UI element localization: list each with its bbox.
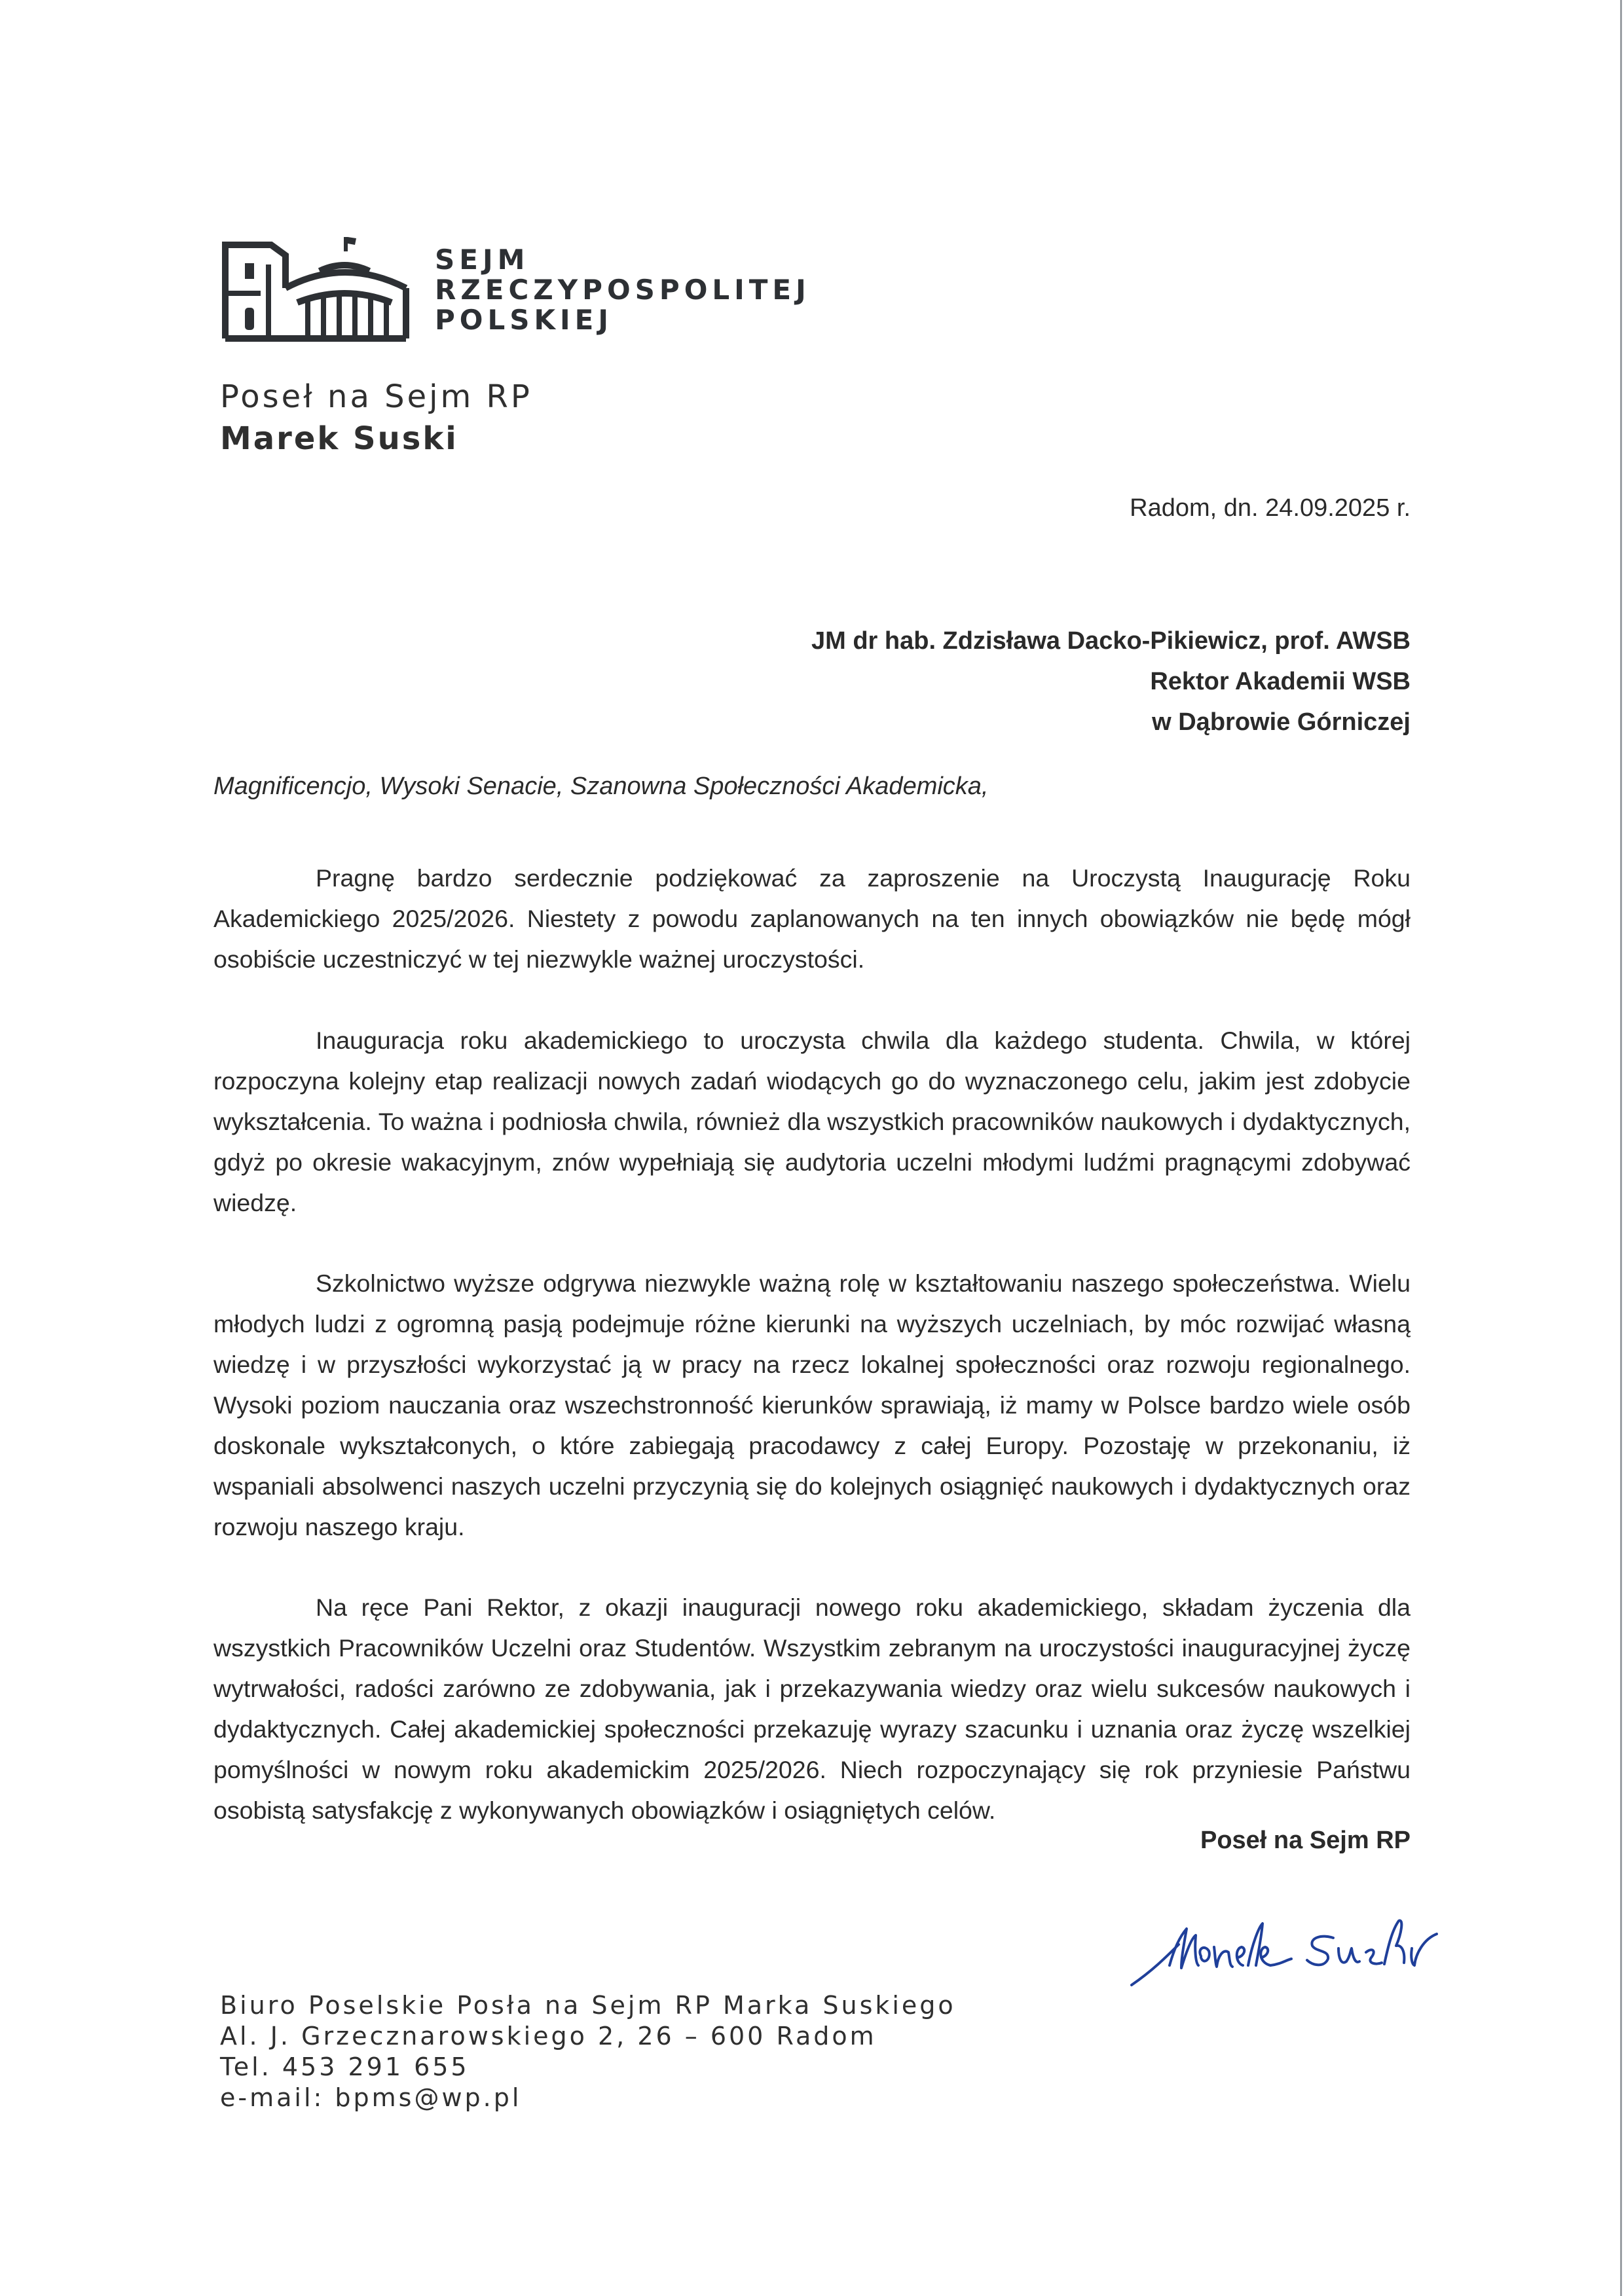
handwritten-signature	[1113, 1905, 1441, 1990]
sender-name: Marek Suski	[220, 420, 458, 457]
sender-role: Poseł na Sejm RP	[220, 378, 532, 415]
paragraph-text: Pragnę bardzo serdecznie podziękować za zaproszenie na Uroczystą Inaugurację Roku Akademickiego 2025/2026. Niestety z powodu zaplanowanych na ten innych obowiązków nie będę mógł osobiście uczestniczyć w tej niezwykle ważnej uroczystości.	[213, 864, 1411, 973]
footer-email: e-mail: bpms@wp.pl	[220, 2083, 522, 2112]
paragraph-1	[213, 858, 1411, 979]
footer-office: Biuro Poselskie Posła na Sejm RP Marka Suskiego	[220, 1991, 956, 2020]
recipient-title: Rektor Akademii WSB	[1150, 668, 1411, 695]
paragraph-text: Inauguracja roku akademickiego to uroczysta chwila dla każdego studenta. Chwila, w której rozpoczyna kolejny etap realizacji nowych zadań wiodących go do wyznaczonego celu, jakim jest zdobycie wykształcenia. To ważna i podniosła chwila, również dla wszystkich pracowników naukowych i dydaktycznych, gdyż po okresie wakacyjnym, znów wypełniają się audytoria uczelni młodymi ludźmi pragnącymi zdobywać wiedzę.	[213, 1027, 1411, 1216]
institution-line-2: RZECZYPOSPOLITEJ	[435, 274, 811, 306]
institution-line-1: SEJM	[435, 244, 530, 276]
sejm-building-icon	[220, 237, 410, 342]
salutation: Magnificencjo, Wysoki Senacie, Szanowna Społeczności Akademicka,	[213, 773, 989, 800]
footer-address: Al. J. Grzecznarowskiego 2, 26 – 600 Radom	[220, 2022, 877, 2050]
paragraph-text: Szkolnictwo wyższe odgrywa niezwykle ważną rolę w kształtowaniu naszego społeczeństwa. Wielu młodych ludzi z ogromną pasją podejmuje różne kierunki na wyższych uczelniach, by móc rozwijać własną wiedzę i w przyszłości wykorzystać ją w pracy na rzecz lokalnej społeczności oraz rozwoju regionalnego. Wysoki poziom nauczania oraz wszechstronność kierunków sprawiają, iż mamy w Polsce bardzo wiele osób doskonale wykształconych, o które zabiegają pracodawcy z całej Europy. Pozostaję w przekonaniu, iż wspaniali absolwenci naszych uczelni przyczynią się do kolejnych osiągnięć naukowych i dydaktycznych oraz rozwoju naszego kraju.	[213, 1269, 1411, 1540]
paragraph-2	[213, 1020, 1411, 1223]
recipient-name: JM dr hab. Zdzisława Dacko-Pikiewicz, prof. AWSB	[811, 627, 1411, 655]
footer-contact	[220, 1990, 956, 2113]
closing-role: Poseł na Sejm RP	[1200, 1827, 1411, 1854]
recipient-block	[811, 621, 1411, 742]
scan-edge-line	[1620, 0, 1622, 2296]
recipient-location: w Dąbrowie Górniczej	[1152, 708, 1411, 736]
institution-name	[435, 245, 811, 335]
institution-line-3: POLSKIEJ	[435, 304, 613, 336]
date-line: Radom, dn. 24.09.2025 r.	[1130, 494, 1411, 522]
paragraph-text: Na ręce Pani Rektor, z okazji inauguracji nowego roku akademickiego, składam życzenia dla wszystkich Pracowników Uczelni oraz Studentów. Wszystkim zebranym na uroczystości inauguracyjnej życzę wytrwałości, radości zarówno ze zdobywania, jak i przekazywania wiedzy oraz wielu sukcesów naukowych i dydaktycznych. Całej akademickiej społeczności przekazuję wyrazy szacunku i uznania oraz życzę wszelkiej pomyślności w nowym roku akademickim 2025/2026. Niech rozpoczynający się rok przyniesie Państwu osobistą satysfakcję z wykonywanych obowiązków i osiągniętych celów.	[213, 1594, 1411, 1824]
paragraph-3	[213, 1263, 1411, 1547]
footer-phone: Tel. 453 291 655	[220, 2052, 470, 2081]
paragraph-4	[213, 1587, 1411, 1831]
